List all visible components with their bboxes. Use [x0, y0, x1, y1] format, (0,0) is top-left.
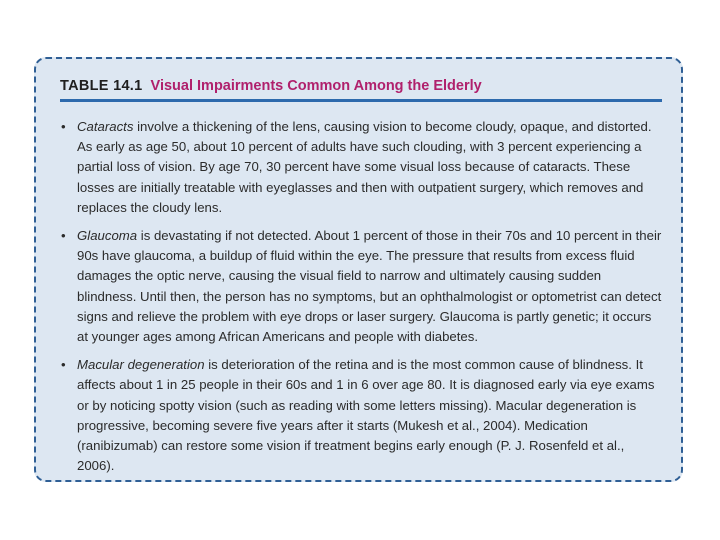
- table-number: TABLE 14.1: [60, 78, 143, 94]
- table-box: [34, 57, 683, 482]
- bullet-icon: •: [61, 357, 66, 373]
- header-divider: [60, 99, 662, 102]
- table-header: [60, 76, 482, 96]
- bullet-icon: •: [61, 119, 66, 134]
- description-glaucoma: is devastating if not detected. About 1 percent of those in their 70s and 10 percent in their 90s have glaucoma, a buildup of fluid within the eye. The pressure that results from excess fluid damages the optic nerve, causing the visual field to narrow and ultimately causing sudden blindness. Until then, the person has no symptoms, but an ophthalmologist or optometrist can detect signs and relieve the problem with eye drops or laser surgery. Glaucoma is partly genetic; it occurs at younger ages among African Americans and people with diabetes.: [77, 228, 662, 345]
- term-macular-degeneration: Macular degeneration: [77, 357, 205, 373]
- description-macular-degeneration: is deterioration of the retina and is the most common cause of blindness. It affects about 1 in 25 people in their 60s and 1 in 6 over age 80. It is diagnosed early via eye exams or by noticing spotty vision (such as reading with some letters missing). Macular degeneration is progressive, becoming severe five years after it starts (Mukesh et al., 2004). Medication (ranibizumab) can restore some vision if treatment begins early enough (P. J. Rosenfeld et al., 2006).: [77, 357, 655, 474]
- term-cataracts: Cataracts: [77, 119, 134, 134]
- list-item-cataracts: [60, 117, 663, 218]
- bullet-icon: •: [61, 228, 66, 244]
- description-cataracts: involve a thickening of the lens, causing vision to become cloudy, opaque, and distorted. As early as age 50, about 10 percent of adults have such clouding, with 3 percent experiencing a partial loss of vision. By age 70, 30 percent have some visual loss because of cataracts. These losses are initially treatable with eyeglasses and then with outpatient surgery, which removes and replaces the cloudy lens.: [77, 119, 652, 215]
- list-item-macular-degeneration: [60, 355, 663, 476]
- term-glaucoma: Glaucoma: [77, 228, 138, 244]
- bullet-list: [60, 117, 663, 476]
- list-item-glaucoma: [60, 226, 663, 347]
- table-title: Visual Impairments Common Among the Elderly: [150, 78, 482, 94]
